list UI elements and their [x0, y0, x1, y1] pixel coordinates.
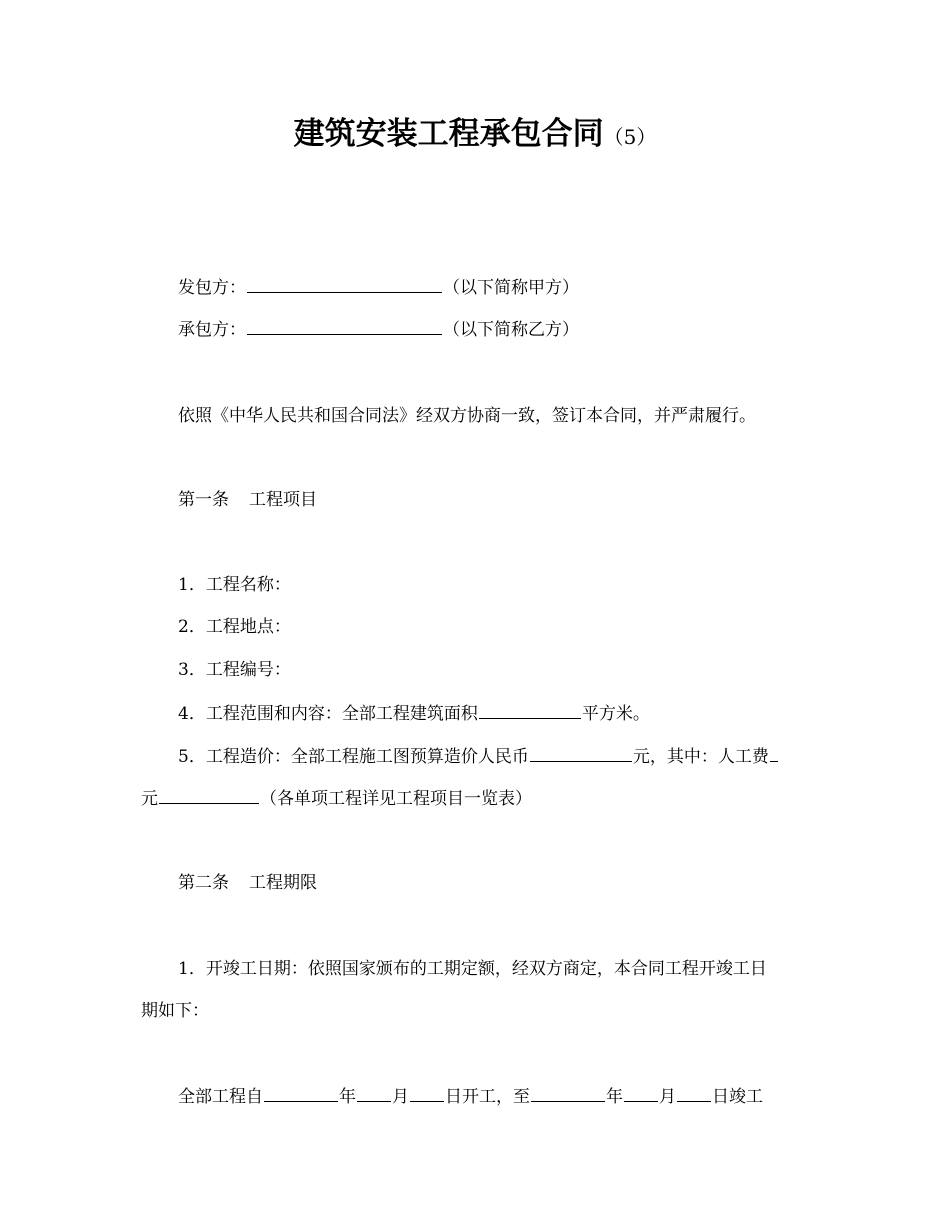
item5-labor: 元，其中：人工费 — [632, 747, 769, 767]
end-year-blank — [531, 1084, 605, 1102]
title-suffix: （5） — [603, 125, 657, 149]
start-day-blank — [410, 1084, 444, 1102]
party-a-label: 发包方： — [178, 278, 246, 298]
article2-heading — [178, 871, 317, 895]
article1-title: 工程项目 — [249, 490, 317, 510]
document-title — [0, 112, 950, 159]
article1-item5-cont — [141, 786, 532, 811]
article2-item1: 1．开竣工日期：依照国家颁布的工期定额，经双方商定，本合同工程开竣工日 — [178, 959, 767, 979]
start-year-label: 年 — [339, 1087, 356, 1107]
article2-item1-cont: 期如下： — [141, 1001, 209, 1021]
start-day-label: 日开工，至 — [445, 1087, 530, 1107]
end-month-blank — [624, 1084, 658, 1102]
article1-item1: 1．工程名称： — [178, 575, 291, 595]
party-a-blank — [247, 275, 442, 293]
labor-amount-blank — [159, 786, 259, 804]
area-blank — [479, 701, 581, 719]
article1-item2: 2．工程地点： — [178, 617, 291, 637]
article2-title: 工程期限 — [249, 873, 317, 893]
article1-item4 — [178, 701, 650, 726]
article1-number: 第一条 — [178, 490, 229, 510]
article2-number: 第二条 — [178, 873, 229, 893]
item4-text: 4．工程范围和内容：全部工程建筑面积 — [178, 704, 478, 724]
item5-text: 5．工程造价：全部工程施工图预算造价人民币 — [178, 747, 529, 767]
article1-item3: 3．工程编号： — [178, 660, 291, 680]
end-day-blank — [677, 1084, 711, 1102]
item5-yuan: 元 — [141, 789, 158, 809]
party-b-line — [178, 317, 579, 342]
start-month-blank — [357, 1084, 391, 1102]
end-day-label: 日竣工 — [712, 1087, 763, 1107]
party-b-blank — [247, 317, 442, 335]
item4-unit: 平方米。 — [581, 704, 650, 724]
start-year-blank — [264, 1084, 338, 1102]
labor-blank — [770, 744, 778, 762]
end-year-label: 年 — [606, 1087, 623, 1107]
intro-paragraph: 依照《中华人民共和国合同法》经双方协商一致，签订本合同，并严肃履行。 — [178, 406, 756, 426]
end-month-label: 月 — [659, 1087, 676, 1107]
schedule-lead: 全部工程自 — [178, 1087, 263, 1107]
party-a-line — [178, 275, 579, 300]
party-b-note: （以下简称乙方） — [443, 320, 579, 340]
start-month-label: 月 — [392, 1087, 409, 1107]
schedule-line — [178, 1084, 763, 1109]
title-main: 建筑安装工程承包合同 — [293, 116, 604, 152]
price-blank — [530, 744, 632, 762]
article1-item5 — [178, 744, 779, 769]
party-b-label: 承包方： — [178, 320, 246, 340]
article1-heading — [178, 488, 317, 512]
party-a-note: （以下简称甲方） — [443, 278, 579, 298]
item5-note: （各单项工程详见工程项目一览表） — [260, 789, 532, 809]
